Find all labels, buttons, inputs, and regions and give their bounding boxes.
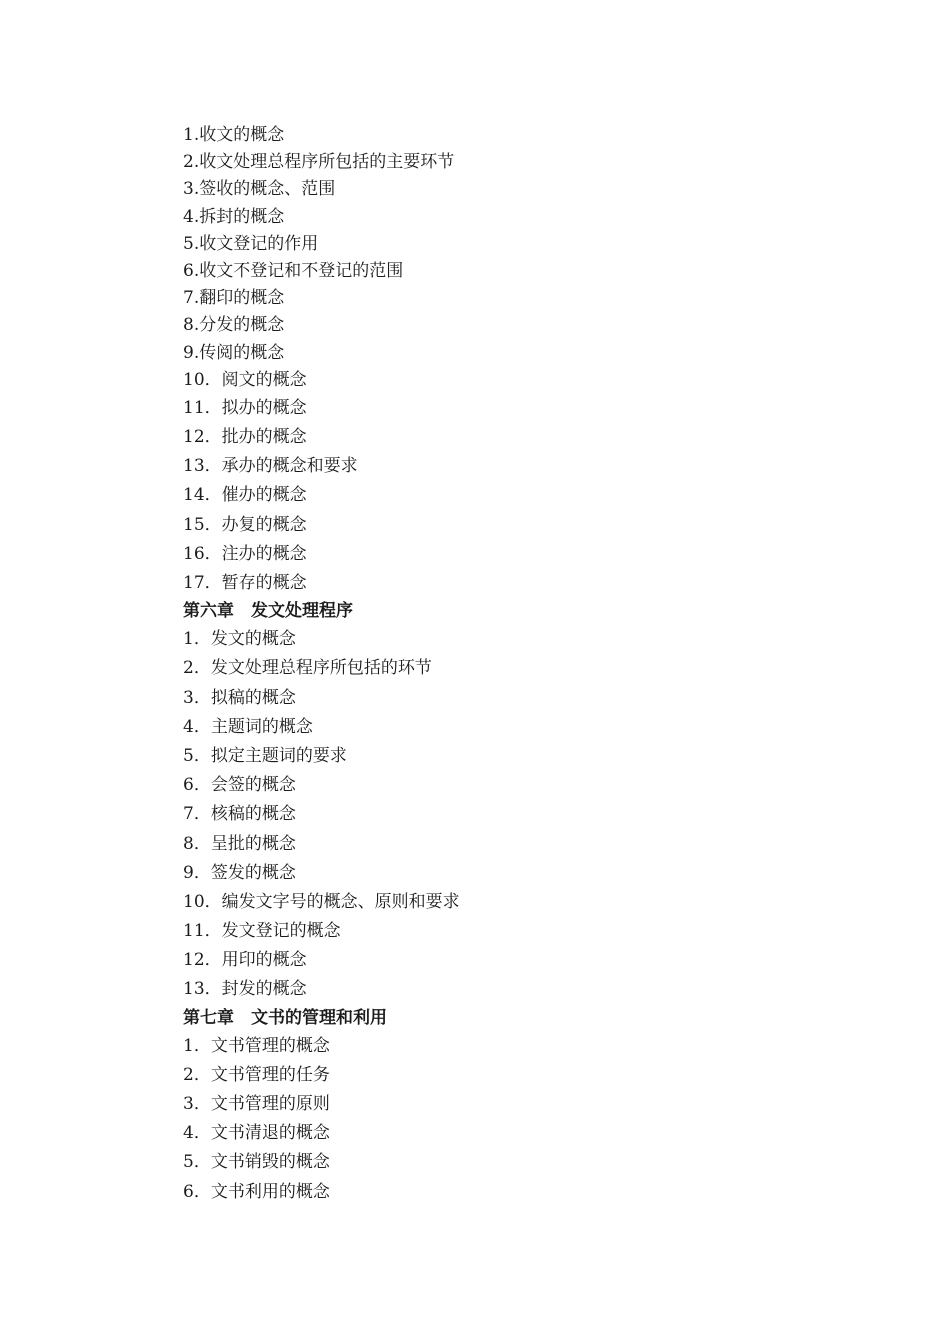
list-item: 12．批办的概念 xyxy=(183,427,307,448)
list-item: 15．办复的概念 xyxy=(183,514,307,535)
list-item: 5．文书销毁的概念 xyxy=(183,1152,330,1173)
list-item: 9.传阅的概念 xyxy=(183,342,285,363)
list-item: 17．暂存的概念 xyxy=(183,573,307,593)
list-item: 10．编发文字号的概念、原则和要求 xyxy=(183,891,460,912)
section-5-list xyxy=(183,122,883,598)
list-item: 6．会签的概念 xyxy=(183,775,296,796)
chapter-7-heading: 第七章 文书的管理和利用 xyxy=(183,1007,387,1028)
list-item: 3．文书管理的原则 xyxy=(183,1094,330,1114)
list-item: 13．封发的概念 xyxy=(183,979,307,1000)
list-item: 3.签收的概念、范围 xyxy=(183,179,336,200)
list-item: 7．核稿的概念 xyxy=(183,804,296,825)
chapter-6-list xyxy=(183,625,883,1004)
list-item: 10．阅文的概念 xyxy=(183,369,307,390)
list-item: 11．发文登记的概念 xyxy=(183,921,341,942)
document-page xyxy=(183,122,883,1207)
list-item: 2．文书管理的任务 xyxy=(183,1064,330,1085)
list-item: 2.收文处理总程序所包括的主要环节 xyxy=(183,152,455,173)
list-item: 1．文书管理的概念 xyxy=(183,1035,330,1056)
list-item: 3．拟稿的概念 xyxy=(183,687,296,708)
list-item: 2．发文处理总程序所包括的环节 xyxy=(183,658,432,679)
list-item: 4．主题词的概念 xyxy=(183,716,313,737)
list-item: 11．拟办的概念 xyxy=(183,397,307,418)
list-item: 8．呈批的概念 xyxy=(183,833,296,854)
list-item: 4.拆封的概念 xyxy=(183,206,285,227)
list-item: 12．用印的概念 xyxy=(183,950,307,971)
list-item: 9．签发的概念 xyxy=(183,862,296,883)
list-item: 7.翻印的概念 xyxy=(183,288,285,309)
list-item: 6.收文不登记和不登记的范围 xyxy=(183,260,404,281)
chapter-6-heading: 第六章 发文处理程序 xyxy=(183,601,353,622)
list-item: 6．文书利用的概念 xyxy=(183,1181,330,1202)
chapter-7-list xyxy=(183,1032,883,1207)
list-item: 13．承办的概念和要求 xyxy=(183,456,358,477)
list-item: 1.收文的概念 xyxy=(183,125,285,145)
list-item: 8.分发的概念 xyxy=(183,315,285,336)
list-item: 4．文书清退的概念 xyxy=(183,1123,330,1144)
list-item: 5.收文登记的作用 xyxy=(183,233,319,254)
list-item: 1．发文的概念 xyxy=(183,629,296,650)
list-item: 14．催办的概念 xyxy=(183,485,307,506)
list-item: 5．拟定主题词的要求 xyxy=(183,745,347,766)
list-item: 16．注办的概念 xyxy=(183,543,307,564)
